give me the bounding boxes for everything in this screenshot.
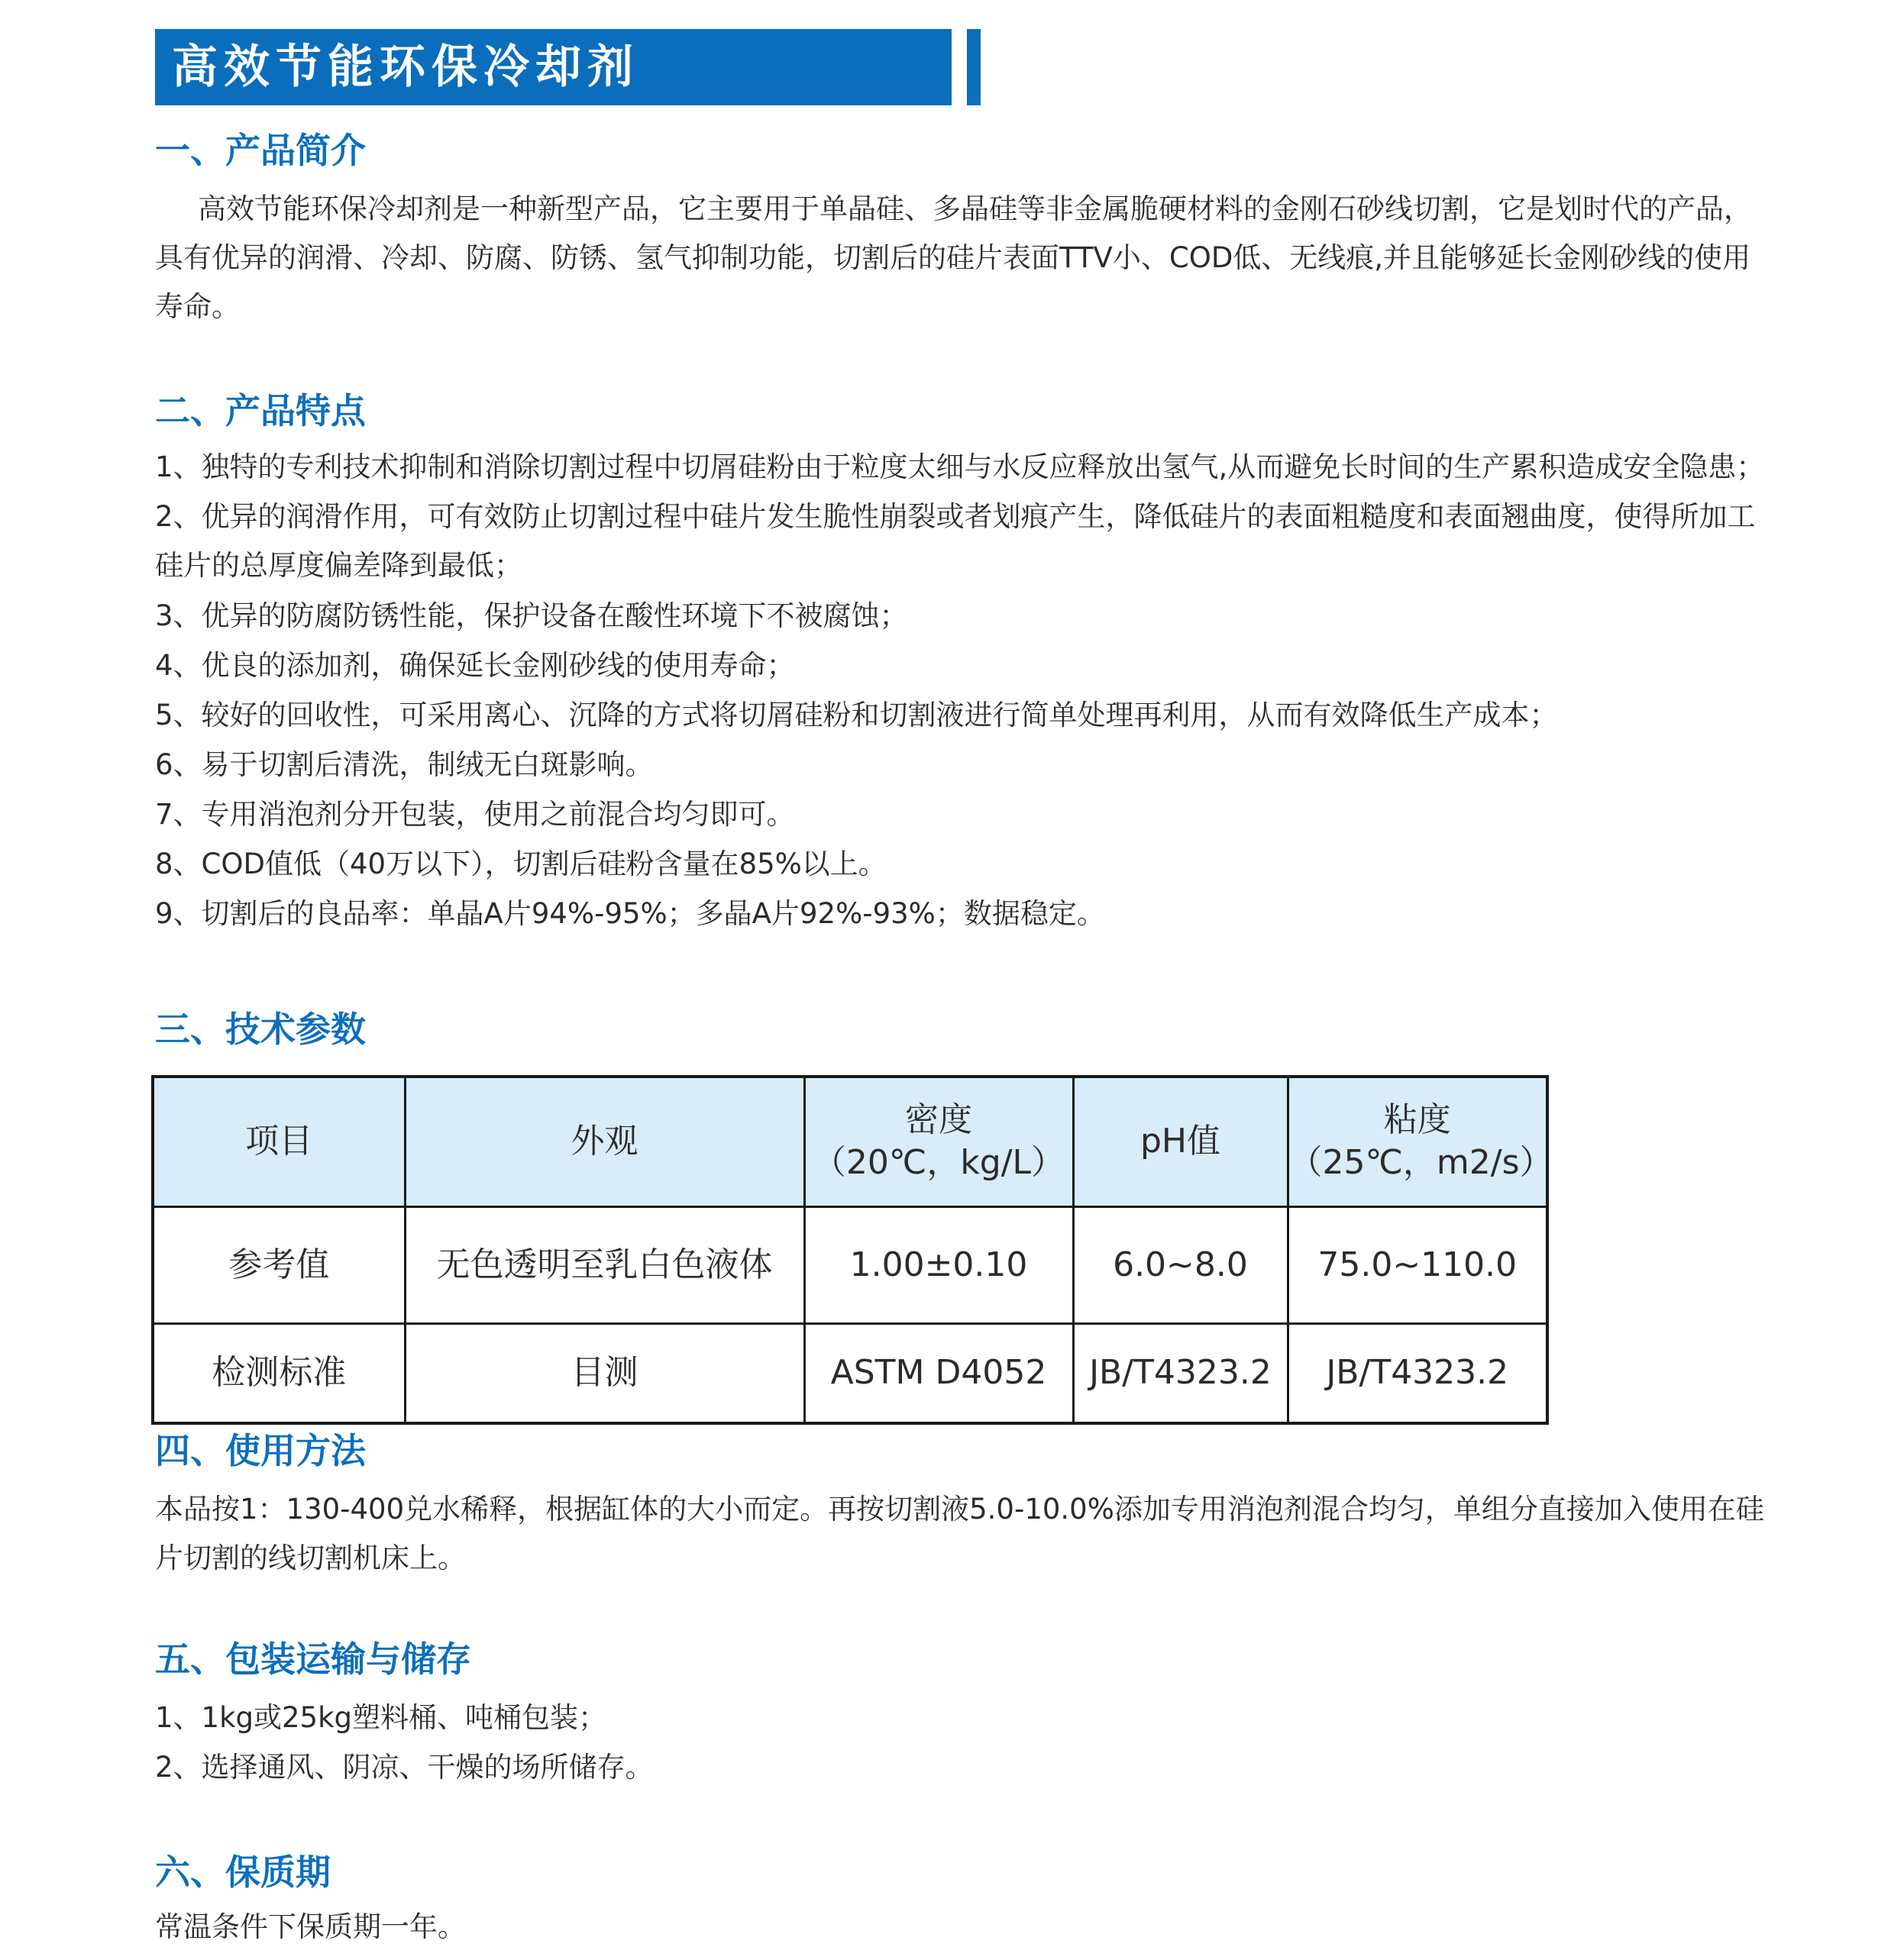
header-cell-density: 密度 （20℃，kg/L） (804, 1077, 1073, 1206)
table-cell: 目测 (405, 1323, 804, 1423)
shelf-life-text: 常温条件下保质期一年。 (155, 1910, 466, 1943)
spec-table (151, 1075, 1553, 1425)
feature-item: 2、优异的润滑作用，可有效防止切割过程中硅片发生脆性崩裂或者划痕产生，降低硅片的表面粗糙度和表面翘曲度，使得所加工硅片的总厚度偏差降到最低； (155, 500, 1756, 582)
feature-item: 9、切割后的良品率：单晶A片94%-95%；多晶A片92%-93%；数据稳定。 (155, 897, 1105, 930)
table-cell: ASTM D4052 (804, 1323, 1073, 1423)
table-cell: 6.0~8.0 (1073, 1206, 1288, 1323)
table-cell: 75.0~110.0 (1288, 1206, 1547, 1323)
packaging-item: 1、1kg或25kg塑料桶、吨桶包装； (155, 1701, 606, 1734)
table-cell: 检测标准 (153, 1323, 405, 1423)
table-row (153, 1206, 1547, 1323)
feature-item: 3、优异的防腐防锈性能，保护设备在酸性环境下不被腐蚀； (155, 599, 908, 632)
table-cell: JB/T4323.2 (1288, 1323, 1547, 1423)
page-title: 高效节能环保冷却剂 (172, 40, 639, 94)
usage-paragraph: 本品按1：130-400兑水稀释，根据缸体的大小而定。再按切割液5.0-10.0%添加专用消泡剂混合均匀，单组分直接加入使用在硅片切割的线切割机床上。 (155, 1493, 1764, 1574)
section-heading-specs: 三、技术参数 (155, 1009, 366, 1050)
table-cell: 参考值 (153, 1206, 405, 1323)
table-row (153, 1323, 1547, 1423)
title-accent-bar (967, 29, 981, 105)
section-heading-usage: 四、使用方法 (155, 1430, 366, 1471)
title-banner (155, 29, 952, 105)
table-cell: 无色透明至乳白色液体 (405, 1206, 804, 1323)
section-heading-intro: 一、产品简介 (155, 130, 366, 171)
header-cell-item: 项目 (153, 1077, 405, 1206)
table-cell: 1.00±0.10 (804, 1206, 1073, 1323)
feature-item: 7、专用消泡剂分开包装，使用之前混合均匀即可。 (155, 798, 795, 831)
packaging-item: 2、选择通风、阴凉、干燥的场所储存。 (155, 1751, 654, 1784)
header-cell-appearance: 外观 (405, 1077, 804, 1206)
section-heading-features: 二、产品特点 (155, 390, 366, 431)
table-header-row (153, 1077, 1547, 1206)
header-cell-ph: pH值 (1073, 1077, 1288, 1206)
feature-item: 8、COD值低（40万以下），切割后硅粉含量在85%以上。 (155, 848, 887, 880)
header-cell-viscosity: 粘度 （25℃，m2/s） (1288, 1077, 1547, 1206)
feature-item: 6、易于切割后清洗，制绒无白斑影响。 (155, 748, 654, 781)
feature-item: 4、优良的添加剂，确保延长金刚砂线的使用寿命； (155, 649, 795, 682)
intro-paragraph: 高效节能环保冷却剂是一种新型产品，它主要用于单晶硅、多晶硅等非金属脆硬材料的金刚石砂线切割，它是划时代的产品，具有优异的润滑、冷却、防腐、防锈、氢气抑制功能，切割后的硅片表面TTV小、COD低、无线痕,并且能够延长金刚砂线的使用寿命。 (155, 192, 1752, 323)
section-heading-shelf-life: 六、保质期 (155, 1852, 331, 1893)
section-heading-packaging: 五、包装运输与储存 (155, 1639, 471, 1680)
feature-item: 5、较好的回收性，可采用离心、沉降的方式将切屑硅粉和切割液进行简单处理再利用，从而有效降低生产成本； (155, 699, 1558, 731)
table-cell: JB/T4323.2 (1073, 1323, 1288, 1423)
feature-item: 1、独特的专利技术抑制和消除切割过程中切屑硅粉由于粒度太细与水反应释放出氢气,从而避免长时间的生产累积造成安全隐患； (155, 450, 1765, 483)
